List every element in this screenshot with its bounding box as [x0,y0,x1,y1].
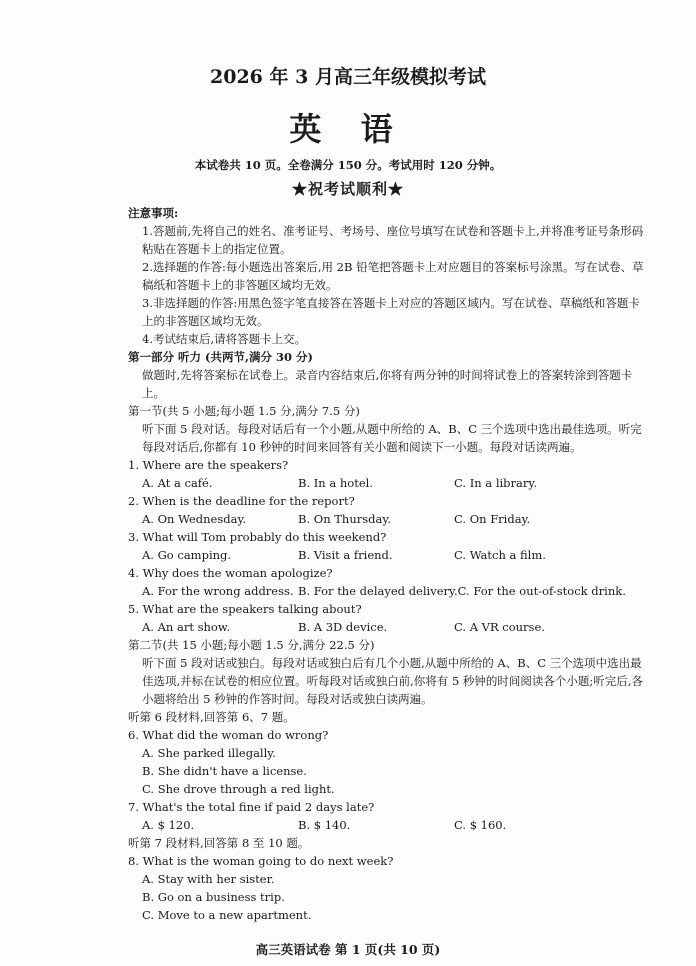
note-item: 2.选择题的作答:每小题选出答案后,用 2B 铅笔把答题卡上对应题目的答案标号涂黑。写在试卷、草稿纸和答题卡上的非答题区域均无效。 [142,260,644,292]
option-b: B. On Thursday. [298,512,391,526]
exam-content [128,204,646,924]
option-a: A. An art show. [142,620,230,634]
option-c: C. A VR course. [454,620,545,634]
question-8 [128,852,646,924]
question-stem: 2. When is the deadline for the report? [128,494,355,508]
question-3 [128,528,646,564]
question-stem: 6. What did the woman do wrong? [128,728,329,742]
note-item: 3.非选择题的作答:用黑色签字笔直接答在答题卡上对应的答题区域内。写在试卷、草稿纸和答题卡上的非答题区域均无效。 [142,296,640,328]
question-2 [128,492,646,528]
section2-instruction: 听下面 5 段对话或独白。每段对话或独白后有几个小题,从题中所给的 A、B、C 三个选项中选出最佳选项,并标在试卷的相应位置。听每段对话或独白前,你将有 5 秒钟的时间阅读各个小题;听完后,各小题将给出 5 秒钟的作答时间。每段对话或独白读两遍。 [142,656,643,706]
question-5 [128,600,646,636]
option-b: B. Visit a friend. [298,548,393,562]
option-c: C. $ 160. [454,818,507,832]
question-7 [128,798,646,834]
notes-heading: 注意事项: [128,206,179,220]
option-a: A. She parked illegally. [142,746,276,760]
question-4 [128,564,646,600]
option-a: A. $ 120. [142,818,195,832]
section1-heading: 第一节(共 5 小题;每小题 1.5 分,满分 7.5 分) [128,404,360,418]
question-stem: 1. Where are the speakers? [128,458,289,472]
exam-title: 2026 年 3 月高三年级模拟考试 [210,66,486,88]
part1-instruction: 做题时,先将答案标在试卷上。录音内容结束后,你将有两分钟的时间将试卷上的答案转涂到答题卡上。 [142,368,633,400]
option-c: C. Watch a film. [454,548,546,562]
section2-heading: 第二节(共 15 小题;每小题 1.5 分,满分 22.5 分) [128,638,375,652]
option-a: A. Stay with her sister. [142,872,275,886]
question-1 [128,456,646,492]
part1-heading: 第一部分 听力 (共两节,满分 30 分) [128,350,313,364]
page-footer: 高三英语试卷 第 1 页(共 10 页) [255,942,441,957]
question-stem: 4. Why does the woman apologize? [128,566,333,580]
option-b: B. A 3D device. [298,620,388,634]
option-c: C. In a library. [454,476,538,490]
option-b: B. For the delayed delivery. [298,584,458,598]
question-stem: 7. What's the total fine if paid 2 days late? [128,800,375,814]
option-b: B. She didn't have a license. [142,764,307,778]
exam-info: 本试卷共 10 页。全卷满分 150 分。考试用时 120 分钟。 [194,158,502,172]
material-7-label: 听第 7 段材料,回答第 8 至 10 题。 [128,836,310,850]
blessing-banner: ★祝考试顺利★ [291,180,404,198]
option-a: A. Go camping. [142,548,232,562]
question-6 [128,726,646,798]
question-stem: 8. What is the woman going to do next week? [128,854,394,868]
option-c: C. She drove through a red light. [142,782,335,796]
option-a: A. For the wrong address. [142,584,294,598]
question-stem: 5. What are the speakers talking about? [128,602,362,616]
question-stem: 3. What will Tom probably do this weekend? [128,530,387,544]
option-b: B. Go on a business trip. [142,890,285,904]
subject-title: 英 语 [289,110,407,148]
option-a: A. At a café. [142,476,213,490]
option-c: C. On Friday. [454,512,531,526]
option-a: A. On Wednesday. [142,512,247,526]
section1-instruction: 听下面 5 段对话。每段对话后有一个小题,从题中所给的 A、B、C 三个选项中选出最佳选项。听完每段对话后,你都有 10 秒钟的时间来回答有关小题和阅读下一小题。每段对话读两遍。 [142,422,642,454]
option-c: C. For the out-of-stock drink. [457,584,626,598]
material-6-label: 听第 6 段材料,回答第 6、7 题。 [128,710,295,724]
option-b: B. In a hotel. [298,476,373,490]
option-c: C. Move to a new apartment. [142,908,312,922]
option-b: B. $ 140. [298,818,351,832]
note-item: 1.答题前,先将自己的姓名、准考证号、考场号、座位号填写在试卷和答题卡上,并将准考证号条形码粘贴在答题卡上的指定位置。 [142,224,644,256]
note-item: 4.考试结束后,请将答题卡上交。 [142,332,307,346]
